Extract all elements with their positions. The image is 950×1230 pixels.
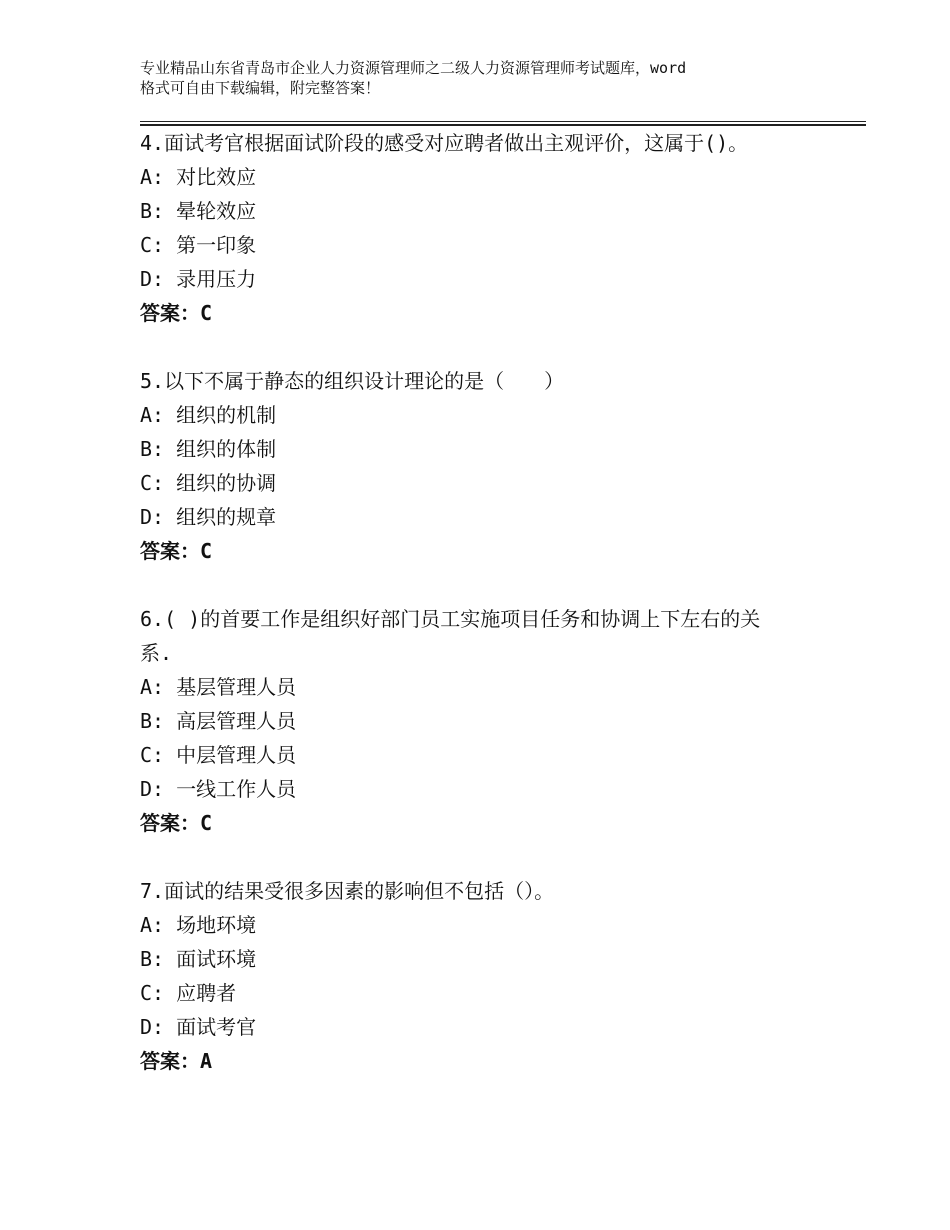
- option-a: A: 对比效应: [140, 165, 257, 189]
- answer-line: 答案：C: [140, 539, 213, 563]
- option-c: C: 第一印象: [140, 233, 257, 257]
- option-a: A: 场地环境: [140, 913, 257, 937]
- question-list: [140, 126, 830, 1078]
- option-d: D: 录用压力: [140, 267, 257, 291]
- header-line-2: 格式可自由下载编辑，附完整答案！: [140, 79, 381, 97]
- answer-line: 答案：C: [140, 811, 213, 835]
- option-d: D: 组织的规章: [140, 505, 277, 529]
- option-d: D: 一线工作人员: [140, 777, 297, 801]
- question-stem-line-1: 6.( )的首要工作是组织好部门员工实施项目任务和协调上下左右的关: [140, 607, 761, 631]
- option-c: C: 中层管理人员: [140, 743, 297, 767]
- question-4: [140, 126, 830, 330]
- option-b: B: 组织的体制: [140, 437, 277, 461]
- answer-line: 答案：A: [140, 1049, 213, 1073]
- option-c: C: 组织的协调: [140, 471, 277, 495]
- header-divider-thin: [140, 121, 866, 122]
- spacer: [140, 568, 830, 602]
- option-a: A: 基层管理人员: [140, 675, 297, 699]
- spacer: [140, 330, 830, 364]
- option-a: A: 组织的机制: [140, 403, 277, 427]
- question-stem: 5.以下不属于静态的组织设计理论的是（ ）: [140, 369, 565, 393]
- header-line-1: 专业精品山东省青岛市企业人力资源管理师之二级人力资源管理师考试题库，word: [140, 59, 687, 77]
- question-7: [140, 874, 830, 1078]
- question-stem-line-2: 系.: [140, 641, 173, 665]
- option-b: B: 晕轮效应: [140, 199, 257, 223]
- option-b: B: 面试环境: [140, 947, 257, 971]
- question-5: [140, 364, 830, 568]
- question-stem: 4.面试考官根据面试阶段的感受对应聘者做出主观评价，这属于()。: [140, 131, 749, 155]
- option-b: B: 高层管理人员: [140, 709, 297, 733]
- document-header: [140, 58, 830, 98]
- spacer: [140, 840, 830, 874]
- answer-line: 答案：C: [140, 301, 213, 325]
- question-stem: 7.面试的结果受很多因素的影响但不包括（）。: [140, 879, 555, 903]
- question-6: [140, 602, 830, 840]
- option-d: D: 面试考官: [140, 1015, 257, 1039]
- option-c: C: 应聘者: [140, 981, 237, 1005]
